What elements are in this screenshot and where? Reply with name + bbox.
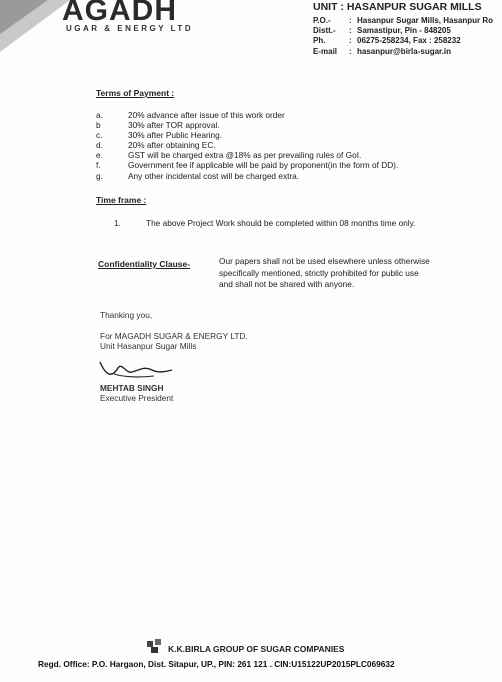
company-logo-subtext: UGAR & ENERGY LTD <box>66 24 194 33</box>
company-logo-text: AGADH <box>62 0 177 27</box>
signatory-name: MEHTAB SINGH <box>100 383 164 393</box>
address-row-phone: Ph. : 06275-258234, Fax : 258232 <box>313 36 461 45</box>
list-item: f. Government fee if applicable will be paid by proponent(in the form of DD). <box>96 160 399 170</box>
unit-title: UNIT : HASANPUR SUGAR MILLS <box>313 1 482 13</box>
signature-image <box>96 358 176 384</box>
list-item: d. 20% after obtaining EC. <box>96 140 216 150</box>
time-frame-item: 1. The above Project Work should be completed within 08 months time only. <box>114 218 416 228</box>
confidentiality-heading: Confidentiality Clause- <box>98 259 191 269</box>
company-for-line: For MAGADH SUGAR & ENERGY LTD. <box>100 331 248 341</box>
unit-line: Unit Hasanpur Sugar Mills <box>100 341 197 351</box>
list-item: c. 30% after Public Hearing. <box>96 130 223 140</box>
address-row-po: P.O.- : Hasanpur Sugar Mills, Hasanpur Ro <box>313 16 494 25</box>
list-item: g. Any other incidental cost will be charged extra. <box>96 171 300 181</box>
group-logo-icon <box>146 638 164 654</box>
address-row-district: Distt.- : Samastipur, Pin - 848205 <box>313 26 451 35</box>
registered-office-line: Regd. Office: P.O. Hargaon, Dist. Sitapur, UP., PIN: 261 121 . CIN:U15122UP2015PLC069632 <box>38 659 395 669</box>
list-item: b 30% after TOR approval. <box>96 120 220 130</box>
group-brand-name: K.K.BIRLA GROUP OF SUGAR COMPANIES <box>168 644 345 654</box>
list-item: e. GST will be charged extra @18% as per prevailing rules of GoI. <box>96 150 362 160</box>
confidentiality-text: Our papers shall not be used elsewhere unless otherwise specifically mentioned, strictly prohibited for public use and shall not be shared with anyone. <box>219 256 430 289</box>
time-frame-heading: Time frame : <box>96 195 147 205</box>
terms-of-payment-heading: Terms of Payment : <box>96 88 175 98</box>
signatory-title: Executive President <box>100 393 174 403</box>
list-item: a. 20% advance after issue of this work order <box>96 110 285 120</box>
thanking-line: Thanking you, <box>100 310 153 320</box>
address-row-email: E-mail : hasanpur@birla-sugar.in <box>313 47 452 56</box>
